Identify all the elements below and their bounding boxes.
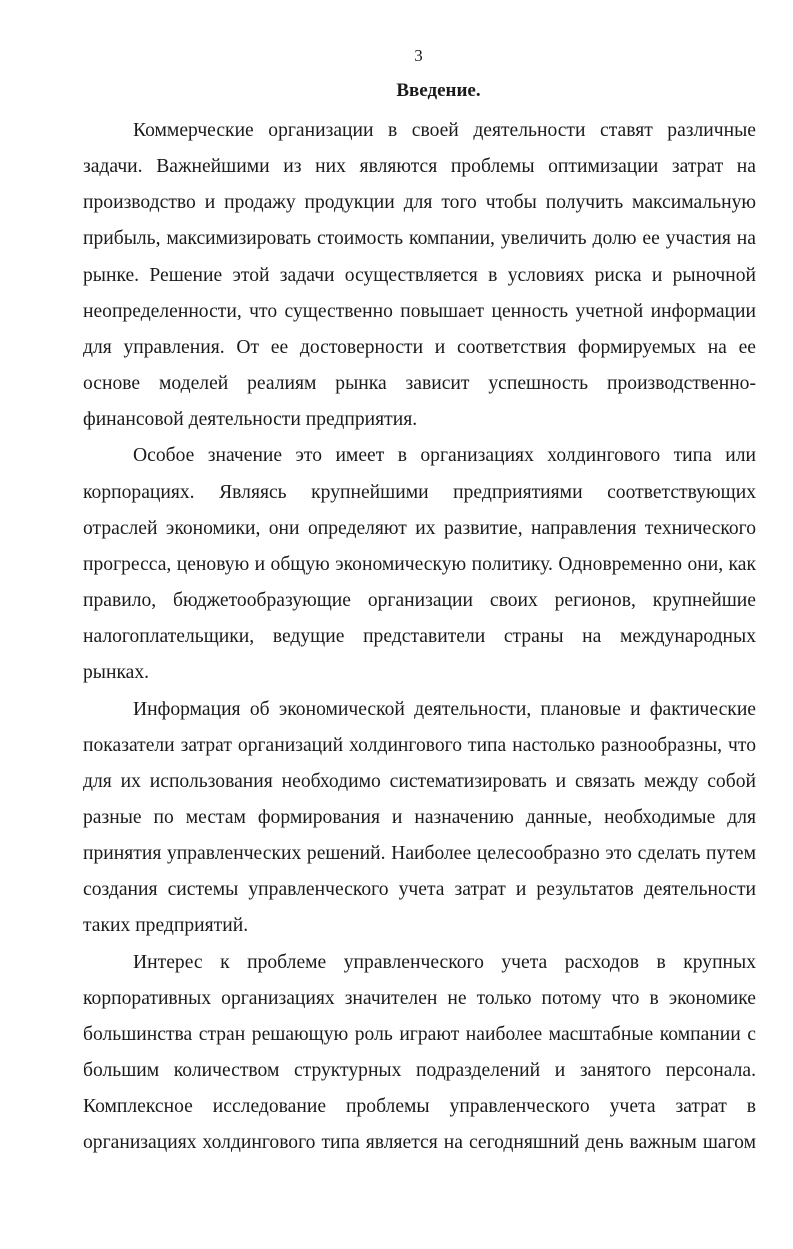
page-number: 3 <box>414 46 423 65</box>
paragraph-1: Коммерческие организации в своей деятельности ставят различные задачи. Важнейшими из них являются проблемы оптимизации затрат на производство и продажу продукции для того чтобы получить максимальную прибыль, максимизировать стоимость компании, увеличить долю ее участия на рынке. Решение этой задачи осуществляется в условиях риска и рыночной неопределенности, что существенно повышает ценность учетной информации для управления. От ее достоверности и соответствия формируемых на ее основе моделей реалиям рынка зависит успешность производственно-финансовой деятельности предприятия. <box>83 120 756 431</box>
paragraph-3: Информация об экономической деятельности, плановые и фактические показатели затрат организаций холдингового типа настолько разнообразны, что для их использования необходимо систематизировать и связать между собой разные по местам формирования и назначению данные, необходимые для принятия управленческих решений. Наиболее целесообразно это сделать путем создания системы управленческого учета затрат и результатов деятельности таких предприятий. <box>83 698 756 937</box>
paragraph-4: Интерес к проблеме управленческого учета расходов в крупных корпоративных организациях значителен не только потому что в экономике большинства стран решающую роль играют наиболее масштабные компании с большим количеством структурных подразделений и занятого персонала. Комплексное исследование проблемы управленческого учета затрат в организациях холдингового типа является на сегодняшний день важным шагом <box>83 951 756 1154</box>
paragraph-2: Особое значение это имеет в организациях холдингового типа или корпорациях. Являясь крупнейшими предприятиями соответствующих отраслей экономики, они определяют их развитие, направления технического прогресса, ценовую и общую экономическую политику. Одновременно они, как правило, бюджетообразующие организации своих регионов, крупнейшие налогоплательщики, ведущие представители страны на международных рынках. <box>83 445 756 684</box>
section-heading: Введение. <box>396 80 481 101</box>
body-text <box>83 113 756 1162</box>
